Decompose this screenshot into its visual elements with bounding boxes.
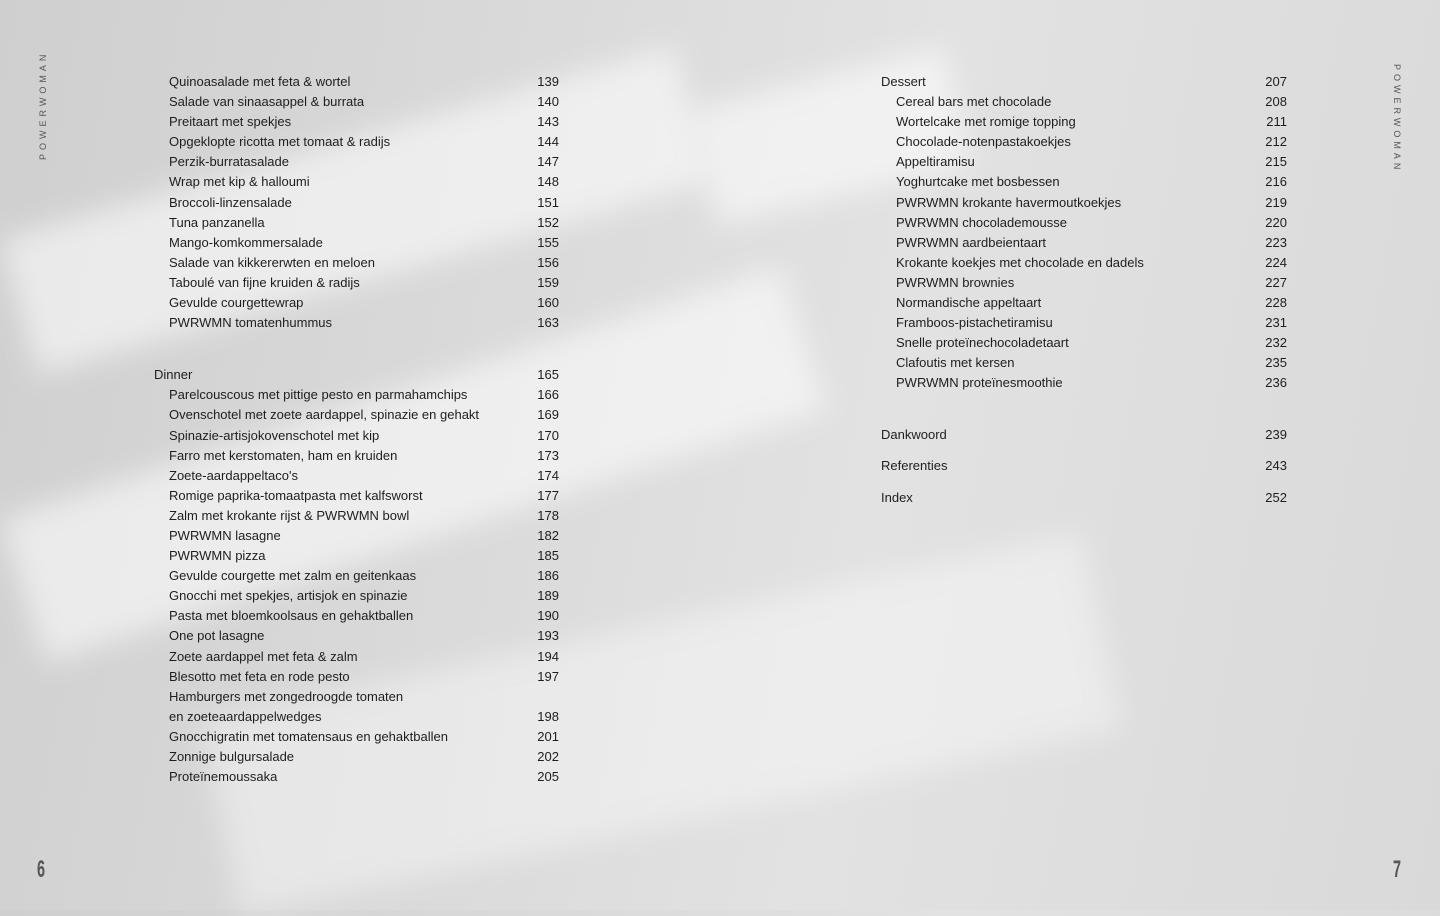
entry-page: 190 bbox=[537, 608, 559, 624]
entry-title: Preitaart met spekjes bbox=[169, 114, 292, 130]
entry-page: 185 bbox=[537, 548, 559, 564]
toc-entry[interactable] bbox=[154, 233, 559, 253]
entry-title: Referenties bbox=[881, 458, 948, 474]
running-head-right: POWERWOMAN bbox=[1392, 64, 1402, 174]
toc-entry[interactable] bbox=[154, 526, 559, 546]
toc-entry[interactable] bbox=[154, 293, 559, 313]
toc-entry[interactable] bbox=[881, 213, 1287, 233]
toc-entry[interactable] bbox=[881, 92, 1287, 112]
entry-title: Krokante koekjes met chocolade en dadels bbox=[896, 254, 1144, 270]
entry-title: Gevulde courgettewrap bbox=[169, 295, 304, 311]
toc-entry[interactable] bbox=[154, 586, 559, 606]
entry-title: Zoete-aardappeltaco's bbox=[169, 467, 298, 483]
entry-title: One pot lasagne bbox=[169, 628, 265, 644]
entry-title: Parelcouscous met pittige pesto en parmahamchips bbox=[169, 387, 468, 403]
entry-page: 159 bbox=[537, 274, 559, 290]
entry-title: PWRWMN pizza bbox=[169, 548, 266, 564]
toc-entry[interactable] bbox=[154, 687, 559, 707]
toc-entry[interactable] bbox=[881, 353, 1287, 373]
toc-entry[interactable] bbox=[881, 112, 1287, 132]
toc-entry[interactable] bbox=[154, 273, 559, 293]
entry-page: 227 bbox=[1265, 274, 1287, 290]
page-number-left: 6 bbox=[37, 856, 46, 883]
toc-entry[interactable] bbox=[154, 727, 559, 747]
entry-title: Gnocchigratin met tomatensaus en gehaktballen bbox=[169, 728, 448, 744]
entry-page: 219 bbox=[1265, 194, 1287, 210]
entry-page: 215 bbox=[1265, 154, 1287, 170]
entry-page: 186 bbox=[537, 568, 559, 584]
toc-entry[interactable] bbox=[154, 667, 559, 687]
entry-page: 212 bbox=[1265, 134, 1287, 150]
toc-entry[interactable] bbox=[154, 313, 559, 333]
entry-title: Broccoli-linzensalade bbox=[169, 194, 292, 210]
entry-title: Chocolade-notenpastakoekjes bbox=[896, 134, 1071, 150]
entry-page: 160 bbox=[537, 295, 559, 311]
entry-page: 174 bbox=[537, 467, 559, 483]
toc-entry[interactable] bbox=[154, 172, 559, 192]
toc-entry[interactable] bbox=[154, 506, 559, 526]
entry-page: 223 bbox=[1265, 234, 1287, 250]
entry-title: PWRWMN lasagne bbox=[169, 527, 281, 543]
toc-right-column bbox=[881, 72, 1287, 508]
entry-title: PWRWMN aardbeientaart bbox=[896, 234, 1047, 250]
entry-page: 252 bbox=[1265, 489, 1287, 505]
toc-entry[interactable] bbox=[154, 92, 559, 112]
toc-entry[interactable] bbox=[881, 193, 1287, 213]
toc-entry[interactable] bbox=[881, 273, 1287, 293]
entry-page: 151 bbox=[537, 194, 559, 210]
toc-entry[interactable] bbox=[881, 253, 1287, 273]
toc-entry[interactable] bbox=[881, 313, 1287, 333]
entry-title: Cereal bars met chocolade bbox=[896, 94, 1052, 110]
entry-title: Proteïnemoussaka bbox=[169, 769, 278, 785]
entry-page: 156 bbox=[537, 254, 559, 270]
entry-page: 235 bbox=[1265, 355, 1287, 371]
toc-entry[interactable] bbox=[881, 333, 1287, 353]
entry-page: 243 bbox=[1265, 458, 1287, 474]
entry-page: 205 bbox=[537, 769, 559, 785]
entry-page: 148 bbox=[537, 174, 559, 190]
entry-title: Zalm met krokante rijst & PWRWMN bowl bbox=[169, 507, 410, 523]
entry-title: Gnocchi met spekjes, artisjok en spinazie bbox=[169, 588, 408, 604]
entry-page: 198 bbox=[537, 708, 559, 724]
entry-page: 144 bbox=[537, 134, 559, 150]
toc-entry[interactable] bbox=[154, 132, 559, 152]
entry-title: Snelle proteïnechocoladetaart bbox=[896, 335, 1069, 351]
toc-entry[interactable] bbox=[154, 466, 559, 486]
entry-title: Appeltiramisu bbox=[896, 154, 975, 170]
entry-title: Perzik-burratasalade bbox=[169, 154, 289, 170]
entry-page: 173 bbox=[537, 447, 559, 463]
entry-page: 211 bbox=[1266, 114, 1287, 130]
toc-entry[interactable] bbox=[881, 373, 1287, 393]
section-title: Dinner bbox=[154, 367, 193, 383]
entry-title: Farro met kerstomaten, ham en kruiden bbox=[169, 447, 398, 463]
entry-page: 189 bbox=[537, 588, 559, 604]
toc-entry[interactable] bbox=[154, 626, 559, 646]
entry-title: Opgeklopte ricotta met tomaat & radijs bbox=[169, 134, 391, 150]
entry-title: PWRWMN brownies bbox=[896, 274, 1015, 290]
entry-title: Dankwoord bbox=[881, 426, 947, 442]
toc-entry[interactable] bbox=[154, 486, 559, 506]
entry-title: Pasta met bloemkoolsaus en gehaktballen bbox=[169, 608, 414, 624]
entry-title: Blesotto met feta en rode pesto bbox=[169, 668, 350, 684]
entry-title: Clafoutis met kersen bbox=[896, 355, 1015, 371]
entry-page: 216 bbox=[1265, 174, 1287, 190]
toc-entry[interactable] bbox=[881, 425, 1287, 445]
toc-entry[interactable] bbox=[881, 293, 1287, 313]
page-number-right: 7 bbox=[1393, 856, 1402, 883]
entry-page: 231 bbox=[1265, 315, 1287, 331]
entry-title: Zoete aardappel met feta & zalm bbox=[169, 648, 358, 664]
section-page: 165 bbox=[537, 367, 559, 383]
toc-entry[interactable] bbox=[881, 132, 1287, 152]
toc-entry[interactable] bbox=[154, 546, 559, 566]
entry-title: Wrap met kip & halloumi bbox=[169, 174, 310, 190]
entry-title: PWRWMN tomatenhummus bbox=[169, 315, 333, 331]
entry-page: 193 bbox=[537, 628, 559, 644]
entry-page: 178 bbox=[537, 507, 559, 523]
toc-entry[interactable] bbox=[154, 405, 559, 425]
entry-title: Normandische appeltaart bbox=[896, 295, 1042, 311]
entry-page: 169 bbox=[537, 407, 559, 423]
entry-page: 228 bbox=[1265, 295, 1287, 311]
toc-entry[interactable] bbox=[154, 253, 559, 273]
entry-page: 232 bbox=[1265, 335, 1287, 351]
toc-entry[interactable] bbox=[881, 488, 1287, 508]
toc-entry[interactable] bbox=[154, 446, 559, 466]
section-page: 207 bbox=[1265, 74, 1287, 89]
entry-title: Zonnige bulgursalade bbox=[169, 749, 295, 764]
toc-entry[interactable] bbox=[154, 747, 559, 767]
toc-left-column bbox=[154, 72, 559, 787]
toc-entry[interactable] bbox=[154, 707, 559, 727]
entry-title: Ovenschotel met zoete aardappel, spinazie en gehakt bbox=[169, 407, 480, 423]
toc-entry[interactable] bbox=[881, 233, 1287, 253]
entry-title: Taboulé van fijne kruiden & radijs bbox=[169, 274, 360, 290]
entry-title: Gevulde courgette met zalm en geitenkaas bbox=[169, 568, 417, 584]
entry-page: 140 bbox=[537, 94, 559, 110]
entry-page: 202 bbox=[537, 749, 559, 764]
entry-title: PWRWMN krokante havermoutkoekjes bbox=[896, 194, 1122, 210]
entry-title: Romige paprika-tomaatpasta met kalfsworst bbox=[169, 487, 423, 503]
toc-entry[interactable] bbox=[154, 426, 559, 446]
entry-title: Hamburgers met zongedroogde tomaten bbox=[169, 688, 404, 704]
entry-title: Spinazie-artisjokovenschotel met kip bbox=[169, 427, 380, 443]
toc-entry[interactable] bbox=[154, 647, 559, 667]
entry-title: PWRWMN chocolademousse bbox=[896, 214, 1067, 230]
entry-page: 182 bbox=[537, 527, 559, 543]
entry-title: Salade van kikkererwten en meloen bbox=[169, 254, 375, 270]
entry-title: Yoghurtcake met bosbessen bbox=[896, 174, 1060, 190]
entry-page: 166 bbox=[537, 387, 559, 403]
toc-entry[interactable] bbox=[154, 112, 559, 132]
entry-title: Framboos-pistachetiramisu bbox=[896, 315, 1053, 331]
toc-entry[interactable] bbox=[154, 566, 559, 586]
running-head-left: POWERWOMAN bbox=[38, 50, 48, 160]
entry-title: Mango-komkommersalade bbox=[169, 234, 323, 250]
toc-entry[interactable] bbox=[154, 213, 559, 233]
toc-entry[interactable] bbox=[154, 767, 559, 787]
entry-title: en zoeteaardappelwedges bbox=[169, 708, 322, 724]
entry-page: 177 bbox=[537, 487, 559, 503]
toc-section-dessert[interactable] bbox=[881, 72, 1287, 92]
toc-entry[interactable] bbox=[154, 72, 559, 92]
toc-entry[interactable] bbox=[154, 193, 559, 213]
entry-title: Quinoasalade met feta & wortel bbox=[169, 74, 351, 89]
entry-page: 220 bbox=[1265, 214, 1287, 230]
entry-page: 152 bbox=[537, 214, 559, 230]
toc-entry[interactable] bbox=[881, 152, 1287, 172]
entry-title: PWRWMN proteïnesmoothie bbox=[896, 375, 1063, 391]
entry-page: 170 bbox=[537, 427, 559, 443]
entry-page: 194 bbox=[537, 648, 559, 664]
entry-page: 236 bbox=[1265, 375, 1287, 391]
toc-entry[interactable] bbox=[154, 385, 559, 405]
entry-page: 201 bbox=[537, 728, 559, 744]
entry-page: 147 bbox=[537, 154, 559, 170]
entry-title: Tuna panzanella bbox=[169, 214, 265, 230]
toc-section-dinner[interactable] bbox=[154, 365, 559, 385]
section-title: Dessert bbox=[881, 74, 926, 89]
toc-entry[interactable] bbox=[881, 456, 1287, 476]
entry-title: Salade van sinaasappel & burrata bbox=[169, 94, 365, 110]
entry-title: Wortelcake met romige topping bbox=[896, 114, 1076, 130]
entry-page: 208 bbox=[1265, 94, 1287, 110]
entry-page: 239 bbox=[1265, 426, 1287, 442]
entry-page: 155 bbox=[537, 234, 559, 250]
entry-page: 143 bbox=[537, 114, 559, 130]
entry-page: 163 bbox=[537, 315, 559, 331]
toc-entry[interactable] bbox=[881, 172, 1287, 192]
toc-entry[interactable] bbox=[154, 152, 559, 172]
entry-page: 224 bbox=[1265, 254, 1287, 270]
entry-page: 139 bbox=[537, 74, 559, 89]
toc-entry[interactable] bbox=[154, 606, 559, 626]
entry-title: Index bbox=[881, 489, 913, 505]
entry-page: 197 bbox=[537, 668, 559, 684]
